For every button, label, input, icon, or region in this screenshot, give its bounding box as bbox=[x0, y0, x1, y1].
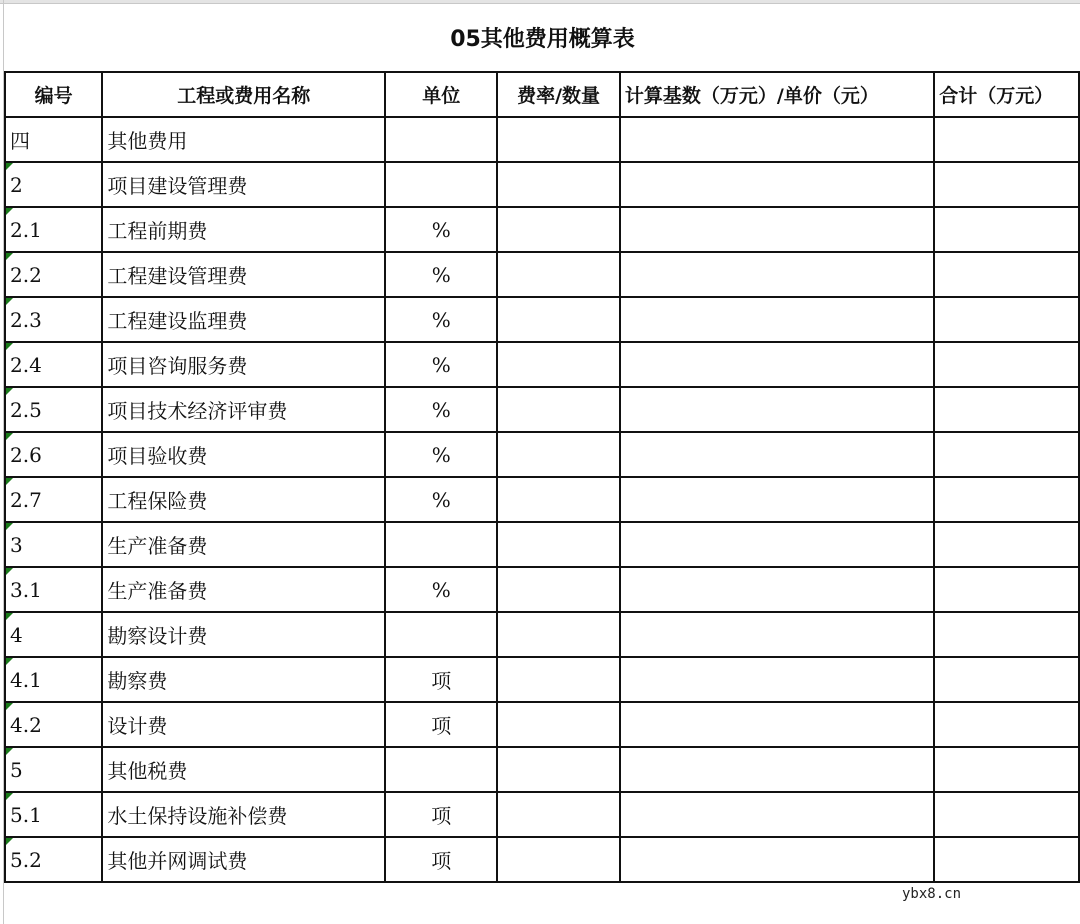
no-cell[interactable]: 3.1 bbox=[5, 567, 102, 612]
unit-cell[interactable]: % bbox=[385, 297, 497, 342]
base-cell[interactable] bbox=[620, 387, 934, 432]
header-total[interactable]: 合计（万元） bbox=[934, 72, 1079, 117]
unit-cell[interactable]: % bbox=[385, 252, 497, 297]
total-cell[interactable] bbox=[934, 792, 1079, 837]
unit-cell[interactable]: 项 bbox=[385, 837, 497, 882]
rate-cell[interactable] bbox=[497, 297, 620, 342]
base-cell[interactable] bbox=[620, 477, 934, 522]
total-cell[interactable] bbox=[934, 432, 1079, 477]
unit-cell[interactable] bbox=[385, 747, 497, 792]
base-cell[interactable] bbox=[620, 612, 934, 657]
table-row bbox=[5, 297, 1079, 342]
base-cell[interactable] bbox=[620, 297, 934, 342]
name-cell[interactable]: 工程保险费 bbox=[102, 477, 385, 522]
base-cell[interactable] bbox=[620, 567, 934, 612]
table-row bbox=[5, 837, 1079, 882]
name-cell[interactable]: 生产准备费 bbox=[102, 522, 385, 567]
rate-cell[interactable] bbox=[497, 612, 620, 657]
table-row bbox=[5, 657, 1079, 702]
unit-cell[interactable]: 项 bbox=[385, 792, 497, 837]
total-cell[interactable] bbox=[934, 252, 1079, 297]
base-cell[interactable] bbox=[620, 837, 934, 882]
table-row bbox=[5, 387, 1079, 432]
rate-cell[interactable] bbox=[497, 477, 620, 522]
rate-cell[interactable] bbox=[497, 567, 620, 612]
rate-cell[interactable] bbox=[497, 702, 620, 747]
base-cell[interactable] bbox=[620, 702, 934, 747]
base-cell[interactable] bbox=[620, 792, 934, 837]
header-rate[interactable]: 费率/数量 bbox=[497, 72, 620, 117]
header-unit[interactable]: 单位 bbox=[385, 72, 497, 117]
rate-cell[interactable] bbox=[497, 837, 620, 882]
no-cell[interactable]: 3 bbox=[5, 522, 102, 567]
table-row bbox=[5, 522, 1079, 567]
total-cell[interactable] bbox=[934, 117, 1079, 162]
no-cell[interactable]: 2.7 bbox=[5, 477, 102, 522]
rate-cell[interactable] bbox=[497, 747, 620, 792]
no-cell[interactable]: 2.5 bbox=[5, 387, 102, 432]
table-row bbox=[5, 567, 1079, 612]
base-cell[interactable] bbox=[620, 342, 934, 387]
unit-cell[interactable]: % bbox=[385, 342, 497, 387]
no-cell[interactable]: 5 bbox=[5, 747, 102, 792]
table-row bbox=[5, 117, 1079, 162]
rate-cell[interactable] bbox=[497, 387, 620, 432]
no-cell[interactable]: 2.2 bbox=[5, 252, 102, 297]
rate-cell[interactable] bbox=[497, 792, 620, 837]
watermark: ybx8.cn bbox=[902, 886, 962, 902]
table-row bbox=[5, 342, 1079, 387]
unit-cell[interactable]: 项 bbox=[385, 702, 497, 747]
header-name[interactable]: 工程或费用名称 bbox=[102, 72, 385, 117]
total-cell[interactable] bbox=[934, 387, 1079, 432]
no-cell[interactable]: 2.3 bbox=[5, 297, 102, 342]
base-cell[interactable] bbox=[620, 657, 934, 702]
base-cell[interactable] bbox=[620, 117, 934, 162]
unit-cell[interactable]: % bbox=[385, 207, 497, 252]
unit-cell[interactable]: 项 bbox=[385, 657, 497, 702]
table-row bbox=[5, 162, 1079, 207]
rate-cell[interactable] bbox=[497, 207, 620, 252]
rate-cell[interactable] bbox=[497, 522, 620, 567]
base-cell[interactable] bbox=[620, 162, 934, 207]
total-cell[interactable] bbox=[934, 297, 1079, 342]
base-cell[interactable] bbox=[620, 252, 934, 297]
name-cell[interactable]: 工程前期费 bbox=[102, 207, 385, 252]
no-cell[interactable]: 4 bbox=[5, 612, 102, 657]
name-cell[interactable]: 其他并网调试费 bbox=[102, 837, 385, 882]
total-cell[interactable] bbox=[934, 747, 1079, 792]
table-row bbox=[5, 432, 1079, 477]
base-cell[interactable] bbox=[620, 522, 934, 567]
name-cell[interactable]: 项目技术经济评审费 bbox=[102, 387, 385, 432]
name-cell[interactable]: 工程建设管理费 bbox=[102, 252, 385, 297]
rate-cell[interactable] bbox=[497, 252, 620, 297]
total-cell[interactable] bbox=[934, 477, 1079, 522]
no-cell[interactable]: 5.1 bbox=[5, 792, 102, 837]
table-row bbox=[5, 792, 1079, 837]
name-cell[interactable]: 勘察设计费 bbox=[102, 612, 385, 657]
rate-cell[interactable] bbox=[497, 162, 620, 207]
name-cell[interactable]: 设计费 bbox=[102, 702, 385, 747]
table-row bbox=[5, 477, 1079, 522]
unit-cell[interactable]: % bbox=[385, 477, 497, 522]
sheet-title: 05其他费用概算表 bbox=[450, 27, 635, 52]
no-cell[interactable]: 2.1 bbox=[5, 207, 102, 252]
total-cell[interactable] bbox=[934, 207, 1079, 252]
base-cell[interactable] bbox=[620, 432, 934, 477]
total-cell[interactable] bbox=[934, 567, 1079, 612]
unit-cell[interactable] bbox=[385, 162, 497, 207]
header-base[interactable]: 计算基数（万元）/单价（元） bbox=[620, 72, 934, 117]
name-cell[interactable]: 生产准备费 bbox=[102, 567, 385, 612]
unit-cell[interactable]: % bbox=[385, 567, 497, 612]
table-row bbox=[5, 612, 1079, 657]
total-cell[interactable] bbox=[934, 702, 1079, 747]
total-cell[interactable] bbox=[934, 522, 1079, 567]
base-cell[interactable] bbox=[620, 747, 934, 792]
name-cell[interactable]: 勘察费 bbox=[102, 657, 385, 702]
no-cell[interactable]: 2.4 bbox=[5, 342, 102, 387]
no-cell[interactable]: 2.6 bbox=[5, 432, 102, 477]
unit-cell[interactable]: % bbox=[385, 432, 497, 477]
table-row bbox=[5, 747, 1079, 792]
total-cell[interactable] bbox=[934, 342, 1079, 387]
name-cell[interactable]: 项目验收费 bbox=[102, 432, 385, 477]
no-cell[interactable]: 4.2 bbox=[5, 702, 102, 747]
name-cell[interactable]: 工程建设监理费 bbox=[102, 297, 385, 342]
name-cell[interactable]: 其他税费 bbox=[102, 747, 385, 792]
cost-table bbox=[4, 71, 1080, 883]
base-cell[interactable] bbox=[620, 207, 934, 252]
name-cell[interactable]: 水土保持设施补偿费 bbox=[102, 792, 385, 837]
table-row bbox=[5, 207, 1079, 252]
rate-cell[interactable] bbox=[497, 432, 620, 477]
total-cell[interactable] bbox=[934, 162, 1079, 207]
unit-cell[interactable] bbox=[385, 612, 497, 657]
total-cell[interactable] bbox=[934, 612, 1079, 657]
name-cell[interactable]: 项目咨询服务费 bbox=[102, 342, 385, 387]
unit-cell[interactable] bbox=[385, 522, 497, 567]
table-row bbox=[5, 702, 1079, 747]
rate-cell[interactable] bbox=[497, 117, 620, 162]
header-row bbox=[5, 72, 1079, 117]
no-cell[interactable]: 5.2 bbox=[5, 837, 102, 882]
no-cell[interactable]: 四 bbox=[5, 117, 102, 162]
unit-cell[interactable]: % bbox=[385, 387, 497, 432]
unit-cell[interactable] bbox=[385, 117, 497, 162]
no-cell[interactable]: 4.1 bbox=[5, 657, 102, 702]
header-no[interactable]: 编号 bbox=[5, 72, 102, 117]
table-row bbox=[5, 252, 1079, 297]
no-cell[interactable]: 2 bbox=[5, 162, 102, 207]
name-cell[interactable]: 项目建设管理费 bbox=[102, 162, 385, 207]
total-cell[interactable] bbox=[934, 837, 1079, 882]
rate-cell[interactable] bbox=[497, 342, 620, 387]
name-cell[interactable]: 其他费用 bbox=[102, 117, 385, 162]
total-cell[interactable] bbox=[934, 657, 1079, 702]
rate-cell[interactable] bbox=[497, 657, 620, 702]
